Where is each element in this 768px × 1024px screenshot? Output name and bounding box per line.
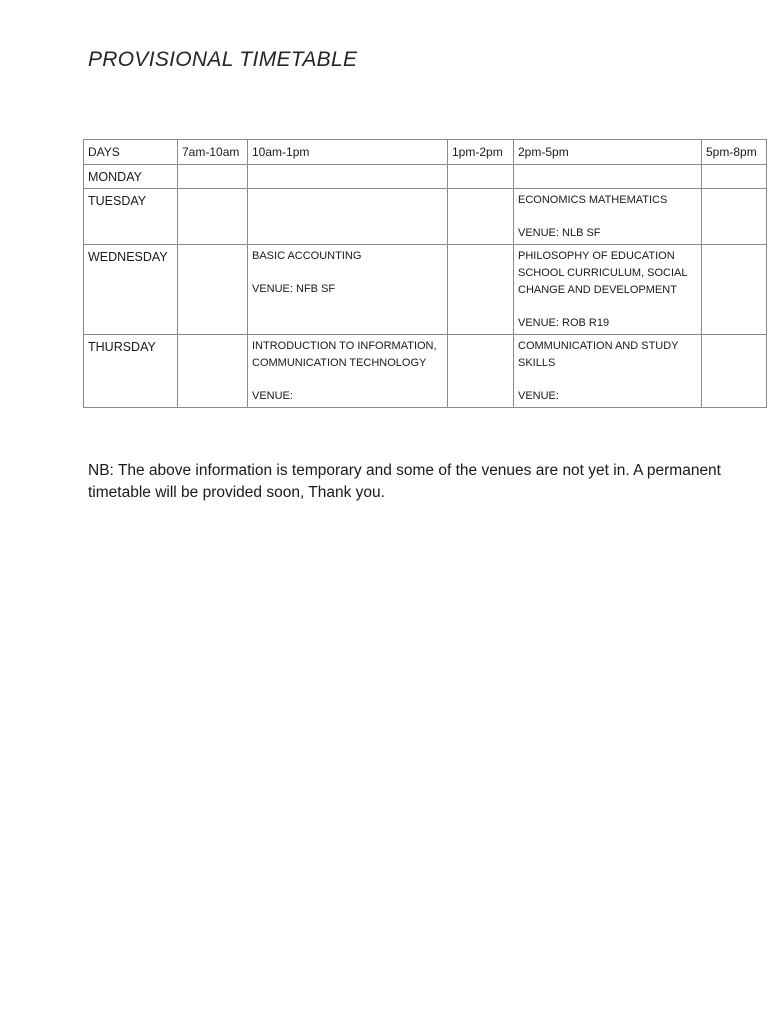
header-days: DAYS	[84, 140, 178, 165]
table-row-wednesday	[84, 245, 767, 335]
table-row-tuesday	[84, 189, 767, 245]
cell-thursday-10am-1pm	[248, 335, 448, 408]
day-label-monday: MONDAY	[84, 165, 178, 189]
cell-thursday-7am-10am	[178, 335, 248, 408]
timetable	[83, 139, 767, 408]
venue-label: VENUE:	[252, 390, 293, 402]
cell-monday-5pm-8pm	[702, 165, 767, 189]
cell-tuesday-7am-10am	[178, 189, 248, 245]
table-row-thursday	[84, 335, 767, 408]
course-name: COMMUNICATION AND STUDY SKILLS	[518, 340, 679, 369]
venue-label: VENUE:	[518, 390, 559, 402]
venue-label: VENUE: NFB SF	[252, 283, 336, 295]
course-name: BASIC ACCOUNTING	[252, 250, 362, 262]
header-10am-1pm: 10am-1pm	[248, 140, 448, 165]
page-title: PROVISIONAL TIMETABLE	[88, 48, 358, 71]
cell-monday-2pm-5pm	[514, 165, 702, 189]
course-name: INTRODUCTION TO INFORMATION, COMMUNICATION TECHNOLOGY	[252, 340, 437, 369]
course-name: ECONOMICS MATHEMATICS	[518, 194, 668, 206]
cell-wednesday-1pm-2pm	[448, 245, 514, 335]
cell-monday-1pm-2pm	[448, 165, 514, 189]
cell-thursday-2pm-5pm	[514, 335, 702, 408]
notice-paragraph: NB: The above information is temporary and some of the venues are not yet in. A permanent timetable will be provided soon, Thank you.	[88, 462, 721, 501]
venue-label: VENUE: ROB R19	[518, 317, 610, 329]
cell-wednesday-2pm-5pm	[514, 245, 702, 335]
venue-label: VENUE: NLB SF	[518, 227, 601, 239]
day-label-wednesday: WEDNESDAY	[84, 245, 178, 335]
header-5pm-8pm: 5pm-8pm	[702, 140, 767, 165]
header-2pm-5pm: 2pm-5pm	[514, 140, 702, 165]
cell-monday-7am-10am	[178, 165, 248, 189]
cell-wednesday-7am-10am	[178, 245, 248, 335]
header-1pm-2pm: 1pm-2pm	[448, 140, 514, 165]
day-label-tuesday: TUESDAY	[84, 189, 178, 245]
cell-thursday-5pm-8pm	[702, 335, 767, 408]
day-label-thursday: THURSDAY	[84, 335, 178, 408]
header-7am-10am: 7am-10am	[178, 140, 248, 165]
cell-monday-10am-1pm	[248, 165, 448, 189]
cell-tuesday-2pm-5pm	[514, 189, 702, 245]
cell-tuesday-10am-1pm	[248, 189, 448, 245]
course-name: PHILOSOPHY OF EDUCATION SCHOOL CURRICULUM, SOCIAL CHANGE AND DEVELOPMENT	[518, 250, 688, 296]
cell-wednesday-10am-1pm	[248, 245, 448, 335]
header-row	[84, 140, 767, 165]
cell-tuesday-1pm-2pm	[448, 189, 514, 245]
cell-wednesday-5pm-8pm	[702, 245, 767, 335]
cell-tuesday-5pm-8pm	[702, 189, 767, 245]
cell-thursday-1pm-2pm	[448, 335, 514, 408]
table-row-monday	[84, 165, 767, 189]
